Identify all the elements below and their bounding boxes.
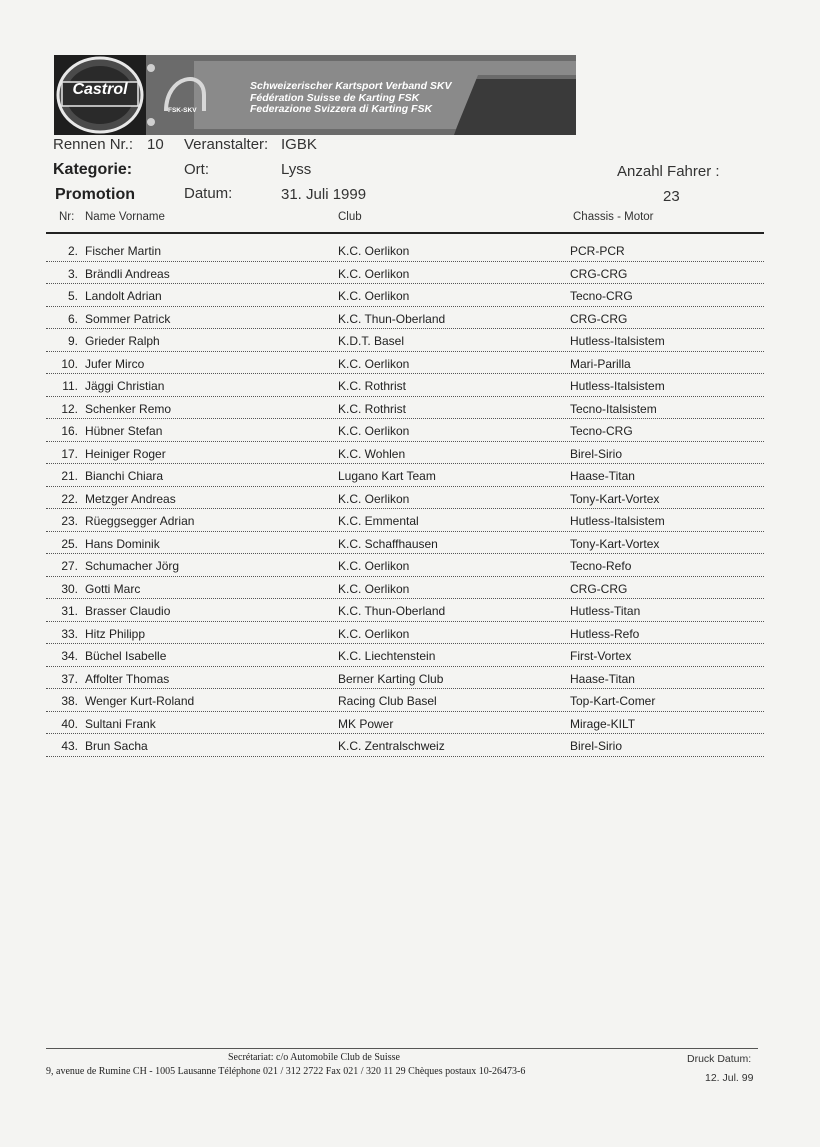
driver-number: 34. <box>61 649 78 663</box>
driver-chassis: CRG-CRG <box>570 266 628 281</box>
driver-chassis: Birel-Sirio <box>570 739 623 753</box>
table-row <box>46 645 764 667</box>
driver-name: Jäggi Christian <box>85 379 165 393</box>
driver-number: 10. <box>61 356 78 371</box>
column-header-nr: Nr: <box>59 211 75 223</box>
driver-chassis: Tony-Kart-Vortex <box>570 491 660 506</box>
driver-club: K.C. Schaffhausen <box>338 536 438 551</box>
driver-chassis: Tecno-Refo <box>570 559 632 573</box>
driver-club: K.C. Oerlikon <box>338 266 410 281</box>
driver-name: Grieder Ralph <box>85 334 160 348</box>
federation-line-de: Schweizerischer Kartsport Verband SKV <box>250 80 452 92</box>
footer-secretariat: Secrétariat: c/o Automobile Club de Suisse <box>228 1052 400 1063</box>
table-row <box>46 578 764 600</box>
driver-number: 9. <box>67 334 78 348</box>
driver-chassis: Tecno-CRG <box>570 424 633 438</box>
column-header-chassis: Chassis - Motor <box>573 211 654 223</box>
driver-club: K.C. Oerlikon <box>338 244 410 258</box>
driver-club: K.C. Zentralschweiz <box>338 739 445 753</box>
driver-name: Metzger Andreas <box>85 491 176 506</box>
driver-name: Brändli Andreas <box>85 266 170 281</box>
table-row <box>46 465 764 487</box>
column-header-name: Name Vorname <box>85 211 165 223</box>
driver-club: MK Power <box>338 716 394 731</box>
driver-club: K.C. Wohlen <box>338 446 406 461</box>
ort-label: Ort: <box>184 161 209 178</box>
federation-banner <box>54 55 576 135</box>
driver-name: Schumacher Jörg <box>85 559 180 573</box>
driver-name: Brasser Claudio <box>85 604 171 618</box>
driver-name: Brun Sacha <box>85 739 148 753</box>
table-row <box>46 623 764 645</box>
driver-name: Heiniger Roger <box>85 446 166 461</box>
driver-chassis: Haase-Titan <box>570 469 635 483</box>
driver-chassis: Birel-Sirio <box>570 446 623 461</box>
veranstalter-value: IGBK <box>281 136 317 153</box>
table-row <box>46 533 764 555</box>
driver-chassis: Hutless-Italsistem <box>570 379 665 393</box>
driver-club: K.C. Oerlikon <box>338 356 410 371</box>
driver-name: Schenker Remo <box>85 401 172 416</box>
column-header-club: Club <box>338 211 362 223</box>
table-row <box>46 668 764 690</box>
driver-club: K.C. Oerlikon <box>338 626 410 641</box>
driver-number: 31. <box>61 604 78 618</box>
kategorie-label: Kategorie: <box>53 161 133 178</box>
driver-chassis: CRG-CRG <box>570 311 628 326</box>
driver-name: Hübner Stefan <box>85 424 163 438</box>
driver-number: 38. <box>61 694 78 708</box>
driver-club: K.C. Oerlikon <box>338 289 410 303</box>
footer-address: 9, avenue de Rumine CH - 1005 Lausanne Téléphone 021 / 312 2722 Fax 021 / 320 11 29 Chèques postaux 10-26473-6 <box>46 1066 526 1077</box>
driver-club: K.C. Liechtenstein <box>338 649 436 663</box>
driver-club: K.C. Emmental <box>338 514 419 528</box>
table-row <box>46 263 764 285</box>
driver-number: 12. <box>61 401 78 416</box>
driver-number: 16. <box>61 424 78 438</box>
table-row <box>46 240 764 262</box>
driver-name: Rüeggsegger Adrian <box>85 514 195 528</box>
druck-datum-label: Druck Datum: <box>687 1053 752 1065</box>
driver-chassis: Haase-Titan <box>570 671 635 686</box>
driver-number: 43. <box>61 739 78 753</box>
driver-name: Büchel Isabelle <box>85 649 167 663</box>
driver-chassis: Hutless-Italsistem <box>570 514 665 528</box>
driver-number: 30. <box>61 581 78 596</box>
driver-name: Gotti Marc <box>85 581 141 596</box>
driver-club: K.C. Thun-Oberland <box>338 311 446 326</box>
driver-chassis: Tecno-CRG <box>570 289 633 303</box>
driver-club: K.C. Oerlikon <box>338 424 410 438</box>
table-row <box>46 330 764 352</box>
table-row <box>46 713 764 735</box>
driver-number: 11. <box>62 379 78 393</box>
table-row <box>46 600 764 622</box>
driver-name: Wenger Kurt-Roland <box>85 694 195 708</box>
driver-chassis: PCR-PCR <box>570 244 625 258</box>
table-row <box>46 398 764 420</box>
driver-club: K.C. Rothrist <box>338 379 407 393</box>
driver-name: Jufer Mirco <box>85 356 145 371</box>
driver-number: 21. <box>61 469 78 483</box>
driver-club: Lugano Kart Team <box>338 469 436 483</box>
table-row <box>46 285 764 307</box>
driver-club: K.C. Rothrist <box>338 401 407 416</box>
driver-name: Hitz Philipp <box>85 626 146 641</box>
driver-number: 22. <box>61 491 78 506</box>
driver-number: 23. <box>61 514 78 528</box>
driver-club: K.C. Oerlikon <box>338 559 410 573</box>
table-row <box>46 690 764 712</box>
table-row <box>46 555 764 577</box>
driver-name: Fischer Martin <box>85 244 162 258</box>
driver-chassis: Hutless-Refo <box>570 626 640 641</box>
driver-chassis: CRG-CRG <box>570 581 628 596</box>
driver-number: 40. <box>61 716 78 731</box>
driver-chassis: Tecno-Italsistem <box>570 401 657 416</box>
driver-number: 27. <box>61 559 78 573</box>
anzahl-fahrer-label: Anzahl Fahrer : <box>617 163 720 180</box>
driver-club: Racing Club Basel <box>338 694 437 708</box>
druck-datum-value: 12. Jul. 99 <box>705 1072 754 1084</box>
fsk-tag: FSK-SKV <box>168 107 197 114</box>
driver-name: Hans Dominik <box>85 536 160 551</box>
table-row <box>46 510 764 532</box>
driver-club: K.D.T. Basel <box>338 334 405 348</box>
driver-club: Berner Karting Club <box>338 671 444 686</box>
driver-chassis: Mirage-KILT <box>570 716 636 731</box>
table-row <box>46 443 764 465</box>
driver-number: 2. <box>67 244 78 258</box>
driver-name: Bianchi Chiara <box>85 469 164 483</box>
rennen-value: 10 <box>147 136 164 153</box>
driver-number: 37. <box>61 671 78 686</box>
federation-line-it: Federazione Svizzera di Karting FSK <box>250 103 433 115</box>
kategorie-value: Promotion <box>55 186 135 203</box>
driver-list <box>46 240 764 758</box>
driver-chassis: Top-Kart-Comer <box>570 694 656 708</box>
driver-number: 17. <box>61 446 78 461</box>
footer-divider <box>46 1048 758 1049</box>
rennen-label: Rennen Nr.: <box>53 136 134 153</box>
driver-number: 3. <box>67 266 78 281</box>
table-row <box>46 375 764 397</box>
driver-name: Landolt Adrian <box>85 289 162 303</box>
driver-chassis: First-Vortex <box>570 649 632 663</box>
ort-value: Lyss <box>281 161 312 178</box>
driver-number: 5. <box>67 289 78 303</box>
federation-line-fr: Fédération Suisse de Karting FSK <box>250 91 420 104</box>
federation-names <box>250 81 550 116</box>
driver-chassis: Hutless-Italsistem <box>570 334 665 348</box>
driver-number: 33. <box>61 626 78 641</box>
header-divider <box>46 232 764 234</box>
veranstalter-label: Veranstalter: <box>184 136 269 153</box>
driver-name: Affolter Thomas <box>85 671 170 686</box>
table-row <box>46 420 764 442</box>
table-row <box>46 735 764 757</box>
driver-club: K.C. Oerlikon <box>338 491 410 506</box>
anzahl-fahrer-value: 23 <box>663 188 680 205</box>
driver-chassis: Mari-Parilla <box>570 356 631 371</box>
datum-value: 31. Juli 1999 <box>281 186 367 203</box>
table-row <box>46 353 764 375</box>
driver-name: Sommer Patrick <box>85 311 171 326</box>
driver-number: 6. <box>67 311 78 326</box>
driver-club: K.C. Oerlikon <box>338 581 410 596</box>
table-row <box>46 488 764 510</box>
driver-club: K.C. Thun-Oberland <box>338 604 446 618</box>
driver-chassis: Tony-Kart-Vortex <box>570 536 660 551</box>
castrol-logo-text: Castrol <box>72 81 128 98</box>
driver-number: 25. <box>61 536 78 551</box>
driver-chassis: Hutless-Titan <box>570 604 641 618</box>
datum-label: Datum: <box>184 185 233 202</box>
driver-name: Sultani Frank <box>85 716 156 731</box>
table-row <box>46 308 764 330</box>
